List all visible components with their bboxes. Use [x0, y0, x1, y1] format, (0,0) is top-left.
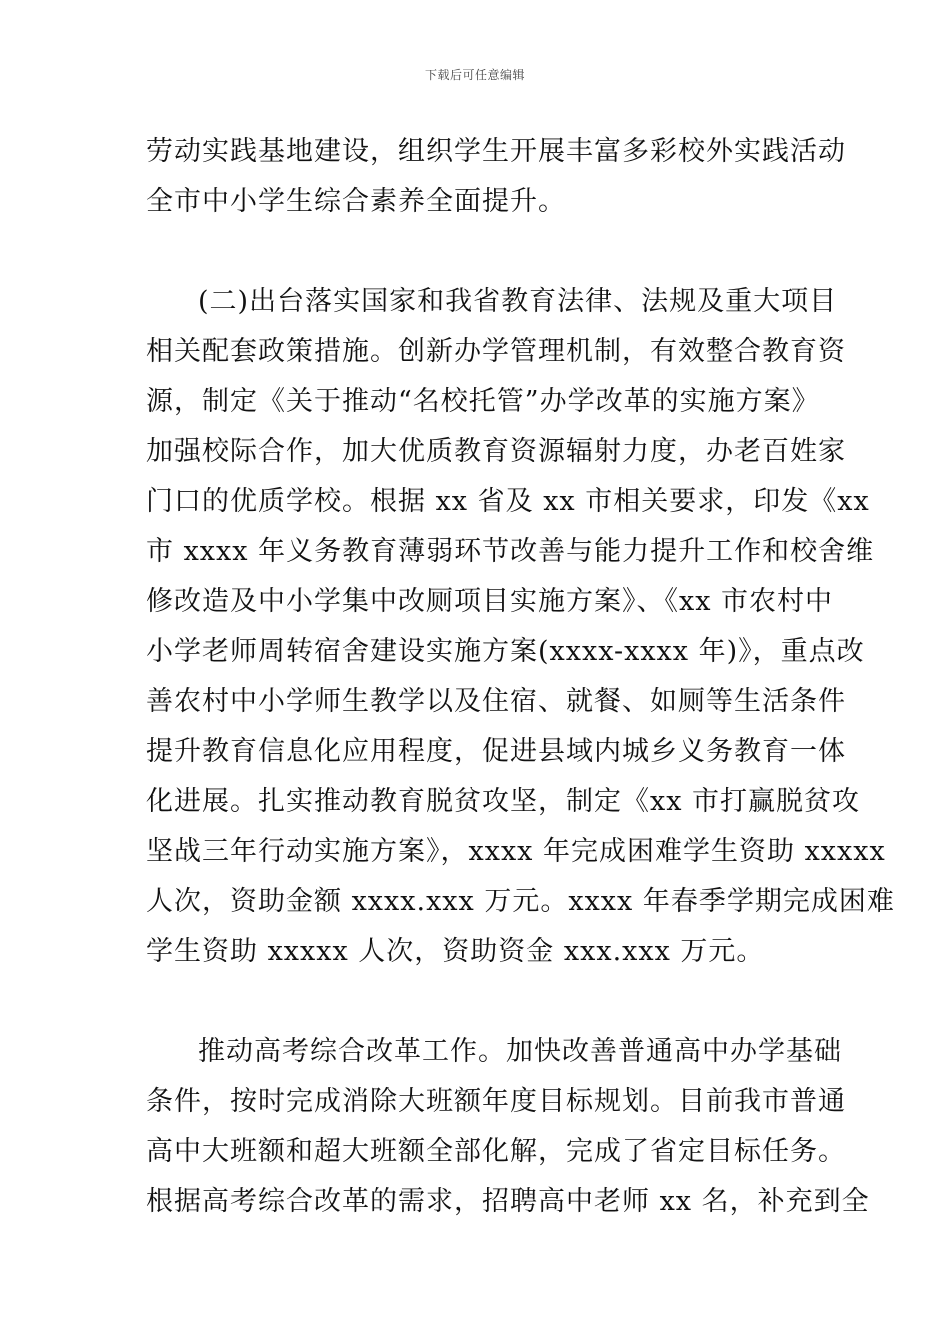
text-line: 劳动实践基地建设，组织学生开展丰富多彩校外实践活动 — [146, 136, 846, 167]
text-line: 市 xxxx 年义务教育薄弱环节改善与能力提升工作和校舍维 — [146, 536, 875, 567]
text-line: 高中大班额和超大班额全部化解，完成了省定目标任务。 — [146, 1136, 846, 1167]
text-line: 根据高考综合改革的需求，招聘高中老师 xx 名，补充到全 — [146, 1186, 870, 1217]
text-line: 人次，资助金额 xxxx.xxx 万元。xxxx 年春季学期完成困难 — [146, 886, 895, 917]
text-line: 条件，按时完成消除大班额年度目标规划。目前我市普通 — [146, 1086, 846, 1117]
text-line: 推动高考综合改革工作。加快改善普通高中办学基础 — [198, 1036, 842, 1067]
text-line: 提升教育信息化应用程度，促进县域内城乡义务教育一体 — [146, 736, 846, 767]
text-line: 小学老师周转宿舍建设实施方案(xxxx-xxxx 年)》，重点改 — [146, 636, 865, 667]
text-line: 门口的优质学校。根据 xx 省及 xx 市相关要求，印发《xx — [146, 486, 870, 517]
page-header: 下载后可任意编辑 — [424, 68, 525, 82]
text-line: 修改造及中小学集中改厕项目实施方案》、《xx 市农村中 — [146, 586, 834, 617]
text-line: 善农村中小学师生教学以及住宿、就餐、如厕等生活条件 — [146, 686, 846, 717]
text-line: 全市中小学生综合素养全面提升。 — [146, 186, 566, 217]
text-line: 相关配套政策措施。创新办学管理机制，有效整合教育资 — [146, 336, 846, 367]
text-line: 化进展。扎实推动教育脱贫攻坚，制定《xx 市打赢脱贫攻 — [146, 786, 861, 817]
text-line: 加强校际合作，加大优质教育资源辐射力度，办老百姓家 — [146, 436, 846, 467]
text-line: 坚战三年行动实施方案》，xxxx 年完成困难学生资助 xxxxx — [146, 836, 886, 867]
text-line: 学生资助 xxxxx 人次，资助资金 xxx.xxx 万元。 — [146, 936, 765, 967]
text-line: (二)出台落实国家和我省教育法律、法规及重大项目 — [198, 286, 838, 317]
text-line: 源，制定《关于推动“名校托管”办学改革的实施方案》 — [146, 386, 820, 417]
